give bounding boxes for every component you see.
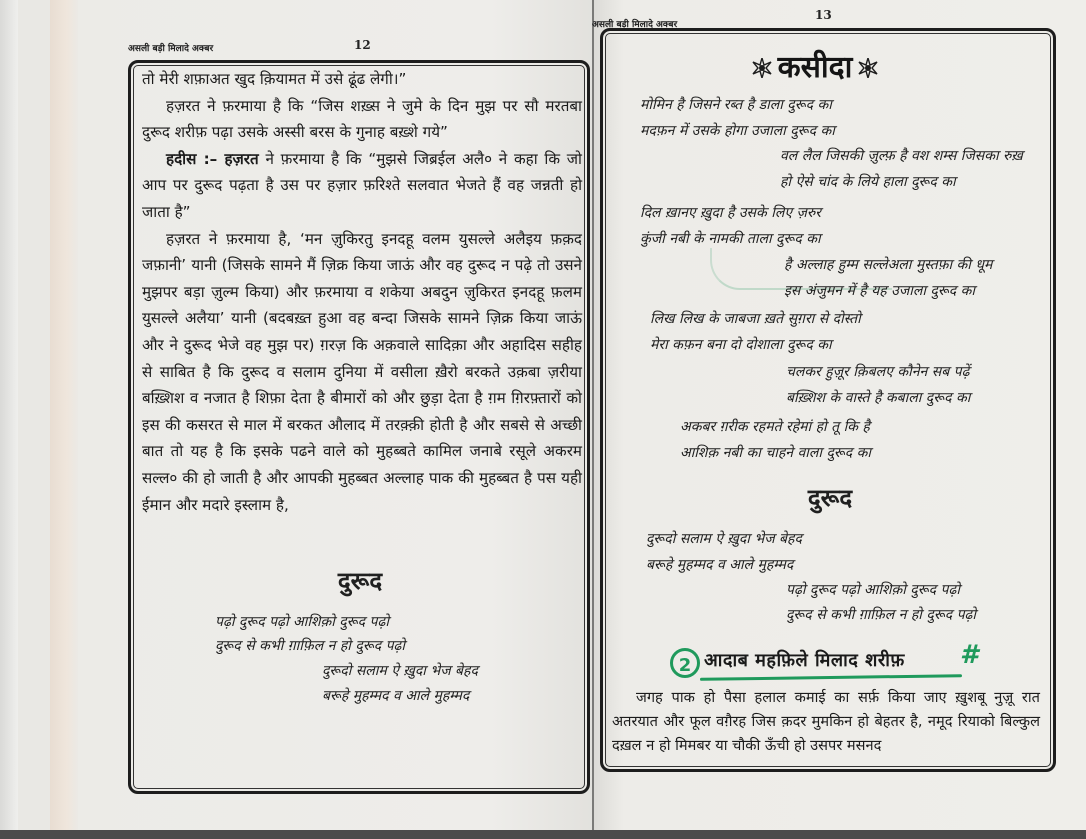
star-ornament-icon: [752, 58, 772, 78]
durood-verse: दुरूदो सलाम ऐ ख़ुदा भेज बेहद: [646, 531, 802, 547]
qasida-verse: इस अंजुमन में है यह उजाला दुरूद का: [784, 283, 976, 299]
verse-line: बरूहे मुहम्मद व आले मुहम्मद: [322, 688, 470, 704]
qasida-verse: मदफ़न में उसके होगा उजाला दुरूद का: [640, 123, 835, 139]
qasida-title: [740, 46, 890, 90]
hash-annotation-icon: #: [960, 640, 979, 670]
hadith-label: हदीस :– हज़रत: [166, 149, 259, 168]
verse-line: दुरूदो सलाम ऐ ख़ुदा भेज बेहद: [322, 663, 478, 679]
paragraph-continuation: तो मेरी शफ़ाअत खुद क़ियामत में उसे ढूंढ लेगी।”: [142, 70, 407, 88]
qasida-verse: दिल ख़ानए ख़ुदा है उसके लिए ज़रुर: [640, 205, 822, 221]
book-edge-strip: [50, 0, 78, 839]
left-page-body: [142, 66, 582, 518]
qasida-verse: चलकर हुज़ूर क़िबलए कौनेन सब पढ़ें: [786, 364, 970, 380]
qasida-verse: मोमिन है जिसने रब्त है डाला दुरूद का: [640, 97, 832, 113]
left-running-head: असली बड़ी मिलादे अक्बर: [128, 44, 214, 54]
right-page-number: 13: [815, 8, 832, 22]
right-durood-heading: दुरूद: [807, 484, 853, 512]
left-durood-heading: दुरूद: [337, 567, 383, 595]
qasida-verse: आशिक़ नबी का चाहने वाला दुरूद का: [680, 445, 872, 461]
star-ornament-icon: [858, 58, 878, 78]
qasida-verse: मेरा कफ़न बना दो दोशाला दुरूद का: [650, 337, 832, 353]
verse-line: पढ़ो दुरूद पढ़ो आशिक़ो दुरूद पढ़ो: [215, 614, 389, 630]
paragraph-hazrat-jumma: हज़रत ने फ़रमाया है कि “जिस शख़्स ने जुमे के दिन मुझ पर सौ मरतबा दुरूद शरीफ़ पढ़ा उसके अस्सी बरस के गुनाह बख़्शे गये”: [142, 96, 582, 142]
qasida-verse: हो ऐसे चांद के लिये हाला दुरूद का: [780, 174, 956, 190]
durood-verse: पढ़ो दुरूद पढ़ो आशिक़ो दुरूद पढ़ो: [786, 582, 960, 598]
scan-edge: [0, 0, 18, 839]
scanner-bottom-edge: [0, 830, 1086, 839]
qasida-verse: लिख लिख के जाबजा ख़ते सुग़रा से दोस्तो: [650, 311, 861, 327]
qasida-verse: वल लैल जिसकी ज़ुल्फ़ है वश शम्स जिसका रुख़: [780, 148, 1023, 164]
qasida-verse: बख़्शिश के वास्ते है कबाला दुरूद का: [786, 390, 971, 406]
hadith-text: ने फ़रमाया है कि “मुझसे जिब्रईल अलै० ने कहा कि जो आप पर दुरूद पढ़ता है उस पर हज़ार फ़रिश्ते सलवात भेजते हैं वह जन्नती हो जाता है”: [142, 149, 582, 221]
circled-number-icon: 2: [670, 648, 700, 678]
verse-line: दुरूद से कभी ग़ाफ़िल न हो दुरूद पढ़ो: [215, 638, 406, 654]
durood-verse: दुरूद से कभी ग़ाफ़िल न हो दुरूद पढ़ो: [786, 607, 977, 623]
paragraph-hadith: [142, 146, 582, 226]
adab-paragraph: [612, 686, 1040, 758]
durood-verse: बरूहे मुहम्मद व आले मुहम्मद: [646, 557, 794, 573]
right-running-head: असली बड़ी मिलादे अक्बर: [592, 20, 678, 30]
left-page-number: 12: [354, 38, 371, 52]
qasida-verse: है अल्लाह हुम्म सल्लेअला मुस्तफ़ा की धूम: [784, 257, 993, 273]
qasida-verse: कुंजी नबी के नामकी ताला दुरूद का: [640, 231, 821, 247]
adab-section-heading: आदाब महफ़िले मिलाद शरीफ़: [704, 650, 905, 671]
qasida-verse: अकबर ग़रीक रहमते रहेमां हो तू कि है: [680, 419, 870, 435]
qasida-title-text: कसीदा: [777, 50, 853, 85]
adab-paragraph-text: जगह पाक हो पैसा हलाल कमाई का सर्फ़ किया जाए ख़ुशबू नुज़ू रात अतरयात और फूल वग़ैरह जिस क़दर मुमकिन हो बेहतर है, नमूद रियाको बिल्कुल दख़ल न हो मिमबर या चौकी ऊँची हो उसपर मसनद: [612, 689, 1040, 754]
paragraph-hazrat-quote: हज़रत ने फ़रमाया है, ‘मन ज़ुकिरतु इनदहू वलम युसल्ले अलैइय फ़क़द जफ़ानी’ यानी (जिसके सामने मैं ज़िक्र किया जाऊं और वह दुरूद न पढ़े तो उसने मुझपर बड़ा ज़ुल्म किया) और फ़रमाया व शकेया अबदुन ज़ुकिरत इनदहू फ़लम युसल्ले अलैया’ यानी (बदबख़्त हुआ वह बन्दा जिसके सामने ज़िक्र किया जाऊं और ने दुरूद भेजे वह मुझ पर) ग़रज़ कि अक़वाले सादिक़ा और अहादिस सहीह से साबित है कि दुरूद व सलाम दुनिया में वसीला ख़ैरो बरकते उक़बा ज़रीया बख़्शिश व नजात है शिफ़ा देता है बीमारों को और छुड़ा देता है ग़म ग़िरफ़्तारों को इस की कसरत से माल में बरकत औलाद में तरक़्क़ी होती है और सबसे से अच्छी बात तो यह है कि इसके पढने वाले को मुहब्बते कामिल जनाबे रसूले अकरम सल्ल० की हो जाती है और आपकी मुहब्बत अल्लाह पाक की मुहब्बत है पस यही ईमान और मदारे इस्लाम है,: [142, 229, 582, 514]
